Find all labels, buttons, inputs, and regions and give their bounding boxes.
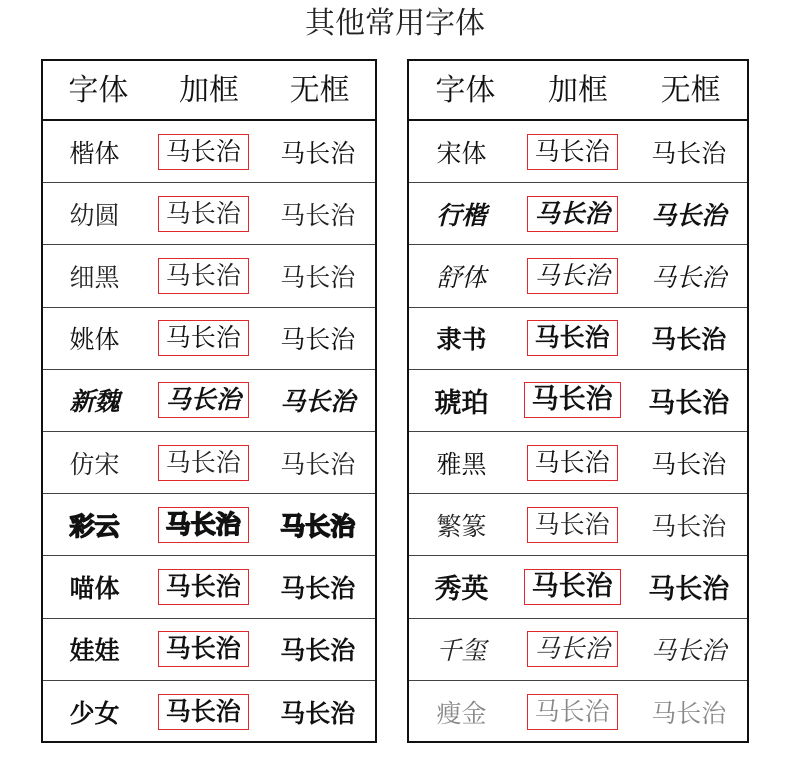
header-unframed: 无框 <box>289 73 350 108</box>
framed-sample: 马长治 <box>158 382 249 418</box>
font-name: 娃娃 <box>69 636 120 666</box>
unframed-sample: 马长治 <box>280 200 356 230</box>
framed-sample: 马长治 <box>158 134 249 170</box>
framed-sample-cell <box>514 320 631 356</box>
framed-sample-cell <box>146 134 260 170</box>
framed-sample: 马长治 <box>527 196 618 232</box>
unframed-sample: 马长治 <box>651 325 727 355</box>
framed-sample: 马长治 <box>158 196 249 232</box>
font-row <box>43 245 375 307</box>
font-row <box>43 183 375 245</box>
unframed-sample: 马长治 <box>280 262 356 292</box>
unframed-sample: 马长治 <box>280 511 356 541</box>
header-framed: 加框 <box>179 73 239 108</box>
unframed-sample: 马长治 <box>280 573 356 603</box>
framed-sample: 马长治 <box>524 569 621 605</box>
font-row <box>409 494 747 556</box>
font-row <box>43 370 375 432</box>
unframed-sample: 马长治 <box>280 325 356 355</box>
framed-sample-cell <box>146 382 260 418</box>
font-name: 彩云 <box>69 511 120 541</box>
font-name: 繁篆 <box>436 511 487 541</box>
framed-sample-cell <box>146 694 260 730</box>
unframed-sample: 马长治 <box>651 262 727 292</box>
framed-sample: 马长治 <box>158 320 249 356</box>
framed-sample-cell <box>514 694 631 730</box>
font-name: 舒体 <box>436 262 487 292</box>
unframed-sample: 马长治 <box>280 449 356 479</box>
framed-sample: 马长治 <box>524 382 621 418</box>
font-name: 喵体 <box>69 573 120 603</box>
font-row <box>409 432 747 494</box>
font-row <box>409 370 747 432</box>
font-name: 楷体 <box>69 138 120 168</box>
font-row <box>43 681 375 743</box>
font-name: 隶书 <box>436 325 487 355</box>
framed-sample-cell <box>514 382 631 418</box>
unframed-sample: 马长治 <box>280 387 356 417</box>
unframed-sample: 马长治 <box>651 698 727 728</box>
framed-sample-cell <box>514 445 631 481</box>
unframed-sample: 马长治 <box>280 138 356 168</box>
font-row <box>409 183 747 245</box>
table-header <box>409 61 747 121</box>
framed-sample-cell <box>146 258 260 294</box>
framed-sample: 马长治 <box>158 631 249 667</box>
font-name: 姚体 <box>69 325 120 355</box>
font-name: 仿宋 <box>69 449 120 479</box>
font-row <box>409 308 747 370</box>
font-name: 瘦金 <box>436 698 487 728</box>
framed-sample-cell <box>514 631 631 667</box>
framed-sample: 马长治 <box>527 134 618 170</box>
font-name: 幼圆 <box>69 200 120 230</box>
header-framed: 加框 <box>548 73 608 108</box>
font-name: 新魏 <box>69 387 120 417</box>
framed-sample: 马长治 <box>158 445 249 481</box>
unframed-sample: 马长治 <box>651 200 727 230</box>
unframed-sample: 马长治 <box>651 138 727 168</box>
unframed-sample: 马长治 <box>651 636 727 666</box>
unframed-sample: 马长治 <box>648 387 730 419</box>
framed-sample-cell <box>146 445 260 481</box>
framed-sample: 马长治 <box>158 507 249 543</box>
framed-sample-cell <box>514 569 631 605</box>
font-name: 琥珀 <box>434 387 489 419</box>
font-row <box>409 681 747 743</box>
framed-sample: 马长治 <box>527 507 618 543</box>
font-name: 宋体 <box>436 138 487 168</box>
font-row <box>43 619 375 681</box>
right-font-table <box>407 59 749 743</box>
framed-sample-cell <box>146 631 260 667</box>
unframed-sample: 马长治 <box>280 636 356 666</box>
framed-sample: 马长治 <box>158 258 249 294</box>
font-name: 细黑 <box>69 262 120 292</box>
page-title: 其他常用字体 <box>305 6 485 41</box>
framed-sample: 马长治 <box>527 631 618 667</box>
framed-sample: 马长治 <box>527 320 618 356</box>
table-header <box>43 61 375 121</box>
header-font: 字体 <box>435 73 496 108</box>
framed-sample-cell <box>146 569 260 605</box>
font-row <box>409 556 747 618</box>
font-row <box>43 121 375 183</box>
font-row <box>43 308 375 370</box>
unframed-sample: 马长治 <box>651 511 727 541</box>
font-row <box>43 494 375 556</box>
framed-sample-cell <box>514 196 631 232</box>
framed-sample: 马长治 <box>527 445 618 481</box>
left-font-table <box>41 59 377 743</box>
framed-sample: 马长治 <box>527 258 618 294</box>
framed-sample: 马长治 <box>527 694 618 730</box>
framed-sample: 马长治 <box>158 569 249 605</box>
unframed-sample: 马长治 <box>648 574 730 606</box>
framed-sample-cell <box>514 134 631 170</box>
framed-sample-cell <box>514 507 631 543</box>
font-name: 少女 <box>69 698 120 728</box>
font-name: 雅黑 <box>436 449 487 479</box>
unframed-sample: 马长治 <box>651 449 727 479</box>
font-name: 千玺 <box>436 636 487 666</box>
framed-sample-cell <box>514 258 631 294</box>
font-row <box>43 432 375 494</box>
header-font: 字体 <box>68 73 129 108</box>
framed-sample-cell <box>146 320 260 356</box>
framed-sample: 马长治 <box>158 694 249 730</box>
font-row <box>409 245 747 307</box>
font-row <box>43 556 375 618</box>
framed-sample-cell <box>146 196 260 232</box>
unframed-sample: 马长治 <box>280 698 356 728</box>
font-row <box>409 121 747 183</box>
header-unframed: 无框 <box>660 73 721 108</box>
framed-sample-cell <box>146 507 260 543</box>
font-name: 行楷 <box>436 200 487 230</box>
font-row <box>409 619 747 681</box>
font-name: 秀英 <box>434 574 489 606</box>
